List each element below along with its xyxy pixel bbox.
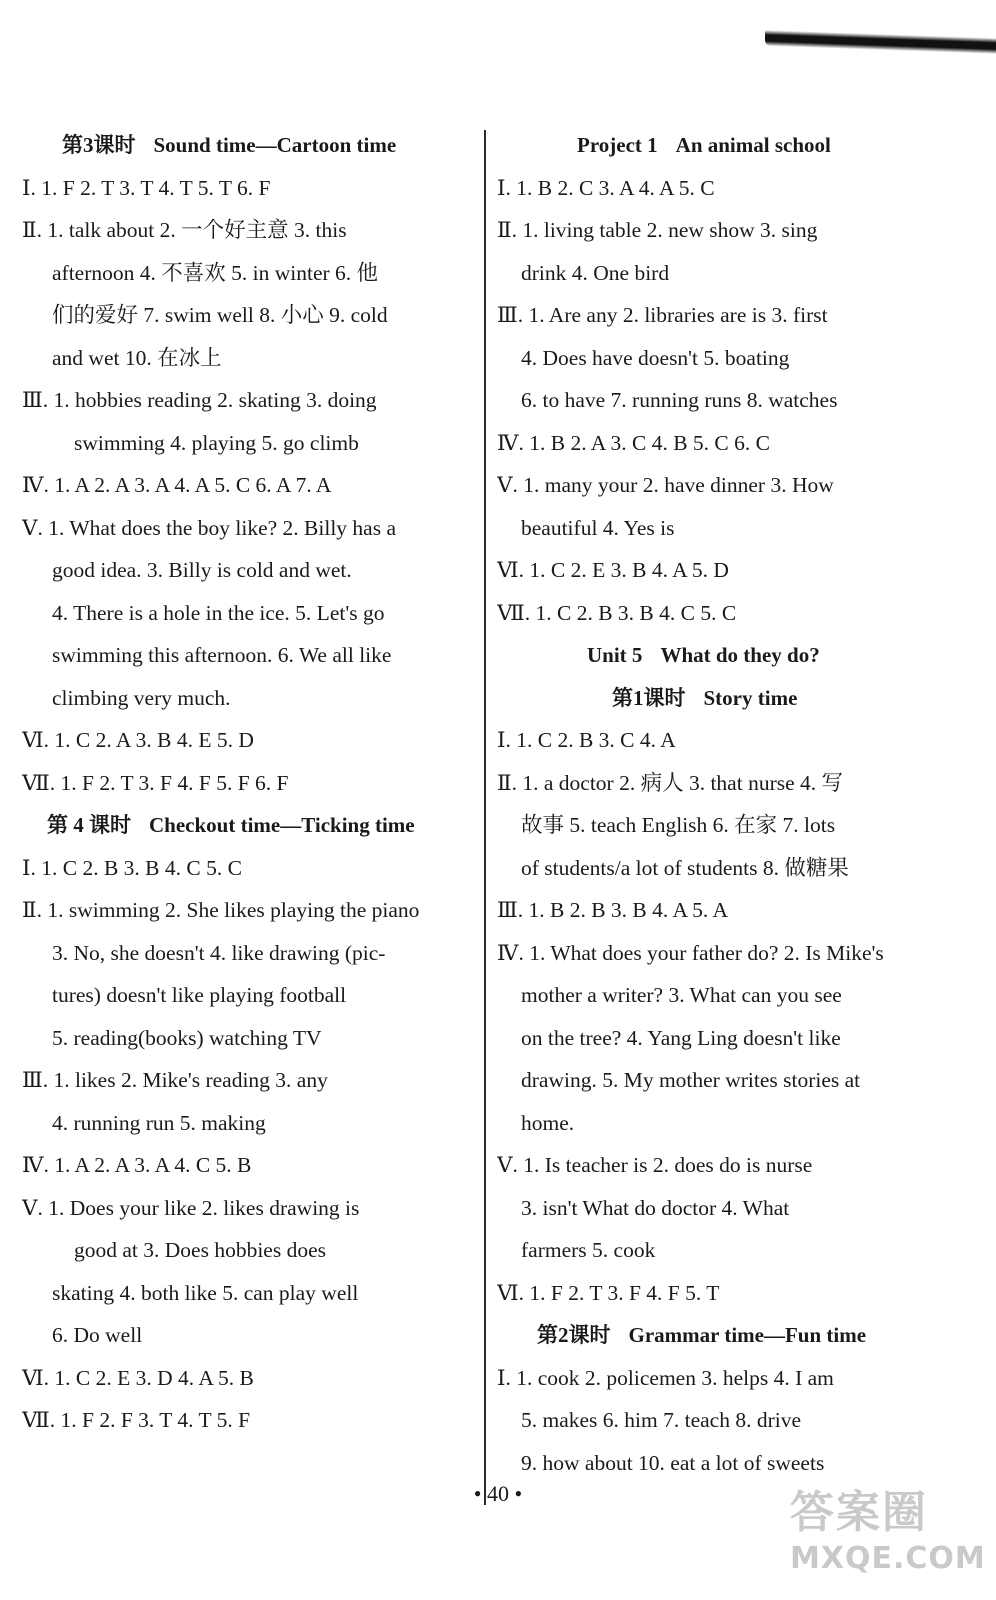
answer-line: tures) doesn't like playing football <box>52 983 347 1007</box>
answer-line: Ⅲ. 1. hobbies reading 2. skating 3. doing <box>22 388 377 412</box>
answer-line: mother a writer? 3. What can you see <box>521 983 842 1007</box>
answer-line: Ⅵ. 1. C 2. E 3. B 4. A 5. D <box>497 558 729 582</box>
answer-line: Ⅰ. 1. cook 2. policemen 3. helps 4. I am <box>497 1365 834 1390</box>
heading-title: An animal school <box>675 133 831 157</box>
answer-line: Ⅳ. 1. A 2. A 3. A 4. A 5. C 6. A 7. A <box>22 473 332 497</box>
answer-line: drawing. 5. My mother writes stories at <box>521 1068 861 1092</box>
answer-line: Ⅱ. 1. talk about 2. 一个好主意 3. this <box>22 218 347 242</box>
column-divider <box>484 130 486 1505</box>
heading-title: What do they do? <box>660 643 820 667</box>
answer-line: 3. isn't What do doctor 4. What <box>521 1195 790 1220</box>
answer-line: skating 4. both like 5. can play well <box>52 1280 359 1305</box>
watermark-url: MXQE.COM <box>790 1541 986 1576</box>
section-heading <box>497 124 955 167</box>
heading-label: Project 1 <box>577 133 658 157</box>
answer-line: 5. reading(books) watching TV <box>52 1025 322 1050</box>
answer-line: farmers 5. cook <box>521 1238 656 1262</box>
answer-line: Ⅵ. 1. F 2. T 3. F 4. F 5. T <box>497 1280 720 1305</box>
answer-line: Ⅰ. 1. C 2. B 3. C 4. A <box>497 728 676 752</box>
heading-label: Unit 5 <box>587 643 643 667</box>
answer-line: Ⅱ. 1. living table 2. new show 3. sing <box>497 218 818 242</box>
answer-line: Ⅶ. 1. F 2. T 3. F 4. F 5. F 6. F <box>22 770 289 795</box>
heading-title: Sound time—Cartoon time <box>153 133 397 157</box>
answer-line: 故事 5. teach English 6. 在家 7. lots <box>521 813 836 837</box>
answer-line: 们的爱好 7. swim well 8. 小心 9. cold <box>52 303 388 327</box>
heading-label: 第1课时 <box>612 685 686 710</box>
answer-line: Ⅰ. 1. B 2. C 3. A 4. A 5. C <box>497 175 715 200</box>
watermark <box>790 1485 986 1595</box>
answer-line: Ⅱ. 1. a doctor 2. 病人 3. that nurse 4. 写 <box>497 770 844 795</box>
answer-line: of students/a lot of students 8. 做糖果 <box>521 855 849 880</box>
answer-line: Ⅳ. 1. What does your father do? 2. Is Mike's <box>497 940 884 965</box>
answer-line: 6. to have 7. running runs 8. watches <box>521 388 838 412</box>
section-heading <box>497 634 955 677</box>
answer-line: Ⅶ. 1. F 2. F 3. T 4. T 5. F <box>22 1408 251 1432</box>
answer-line: 5. makes 6. him 7. teach 8. drive <box>521 1408 802 1432</box>
answer-line: 3. No, she doesn't 4. like drawing (pic- <box>52 940 386 965</box>
heading-label: 第3课时 <box>62 133 136 157</box>
answer-line: good idea. 3. Billy is cold and wet. <box>52 558 352 582</box>
answer-line: Ⅲ. 1. Are any 2. libraries are is 3. first <box>497 303 828 327</box>
answer-line: swimming this afternoon. 6. We all like <box>52 643 392 667</box>
answer-line: Ⅵ. 1. C 2. E 3. D 4. A 5. B <box>22 1365 254 1390</box>
section-heading <box>22 124 474 167</box>
right-column <box>497 124 955 1484</box>
answer-line: Ⅱ. 1. swimming 2. She likes playing the piano <box>22 898 420 922</box>
answer-line: drink 4. One bird <box>521 260 670 285</box>
answer-line: home. <box>521 1110 575 1135</box>
section-heading <box>497 1314 955 1357</box>
section-heading <box>497 677 955 720</box>
answer-line: Ⅵ. 1. C 2. A 3. B 4. E 5. D <box>22 728 254 752</box>
answer-line: swimming 4. playing 5. go climb <box>74 430 359 455</box>
answer-line: Ⅰ. 1. F 2. T 3. T 4. T 5. T 6. F <box>22 175 271 200</box>
answer-line: Ⅴ. 1. What does the boy like? 2. Billy has a <box>22 515 396 540</box>
watermark-logo: 答案圈 <box>790 1487 928 1538</box>
page-number: • 40 • <box>473 1481 523 1506</box>
heading-label: 第2课时 <box>537 1323 611 1347</box>
answer-line: Ⅳ. 1. B 2. A 3. C 4. B 5. C 6. C <box>497 430 770 455</box>
heading-title: Story time <box>703 685 798 710</box>
answer-line: 4. There is a hole in the ice. 5. Let's go <box>52 600 385 625</box>
heading-title: Grammar time—Fun time <box>628 1323 867 1347</box>
heading-label: 第 4 课时 <box>47 813 131 837</box>
answer-line: good at 3. Does hobbies does <box>74 1238 326 1262</box>
answer-line: Ⅲ. 1. B 2. B 3. B 4. A 5. A <box>497 898 728 922</box>
answer-line: Ⅶ. 1. C 2. B 3. B 4. C 5. C <box>497 600 737 625</box>
answer-line: Ⅲ. 1. likes 2. Mike's reading 3. any <box>22 1068 328 1092</box>
answer-line: Ⅴ. 1. Does your like 2. likes drawing is <box>22 1195 360 1220</box>
answer-line: and wet 10. 在冰上 <box>52 345 222 370</box>
heading-title: Checkout time—Ticking time <box>149 813 415 837</box>
answer-line: Ⅰ. 1. C 2. B 3. B 4. C 5. C <box>22 855 242 880</box>
answer-line: 4. Does have doesn't 5. boating <box>521 345 790 370</box>
answer-line: on the tree? 4. Yang Ling doesn't like <box>521 1025 841 1050</box>
answer-line: climbing very much. <box>52 685 231 710</box>
answer-line: beautiful 4. Yes is <box>521 515 675 540</box>
section-heading <box>22 804 474 847</box>
answer-line: 6. Do well <box>52 1323 143 1347</box>
answer-line: Ⅴ. 1. Is teacher is 2. does do is nurse <box>497 1153 813 1177</box>
answer-line: 4. running run 5. making <box>52 1110 266 1135</box>
answer-line: afternoon 4. 不喜欢 5. in winter 6. 他 <box>52 260 379 285</box>
corner-decoration <box>765 30 996 54</box>
left-column <box>22 124 474 1442</box>
answer-line: Ⅳ. 1. A 2. A 3. A 4. C 5. B <box>22 1153 252 1177</box>
answer-line: Ⅴ. 1. many your 2. have dinner 3. How <box>497 473 834 497</box>
answer-line: 9. how about 10. eat a lot of sweets <box>521 1450 825 1475</box>
